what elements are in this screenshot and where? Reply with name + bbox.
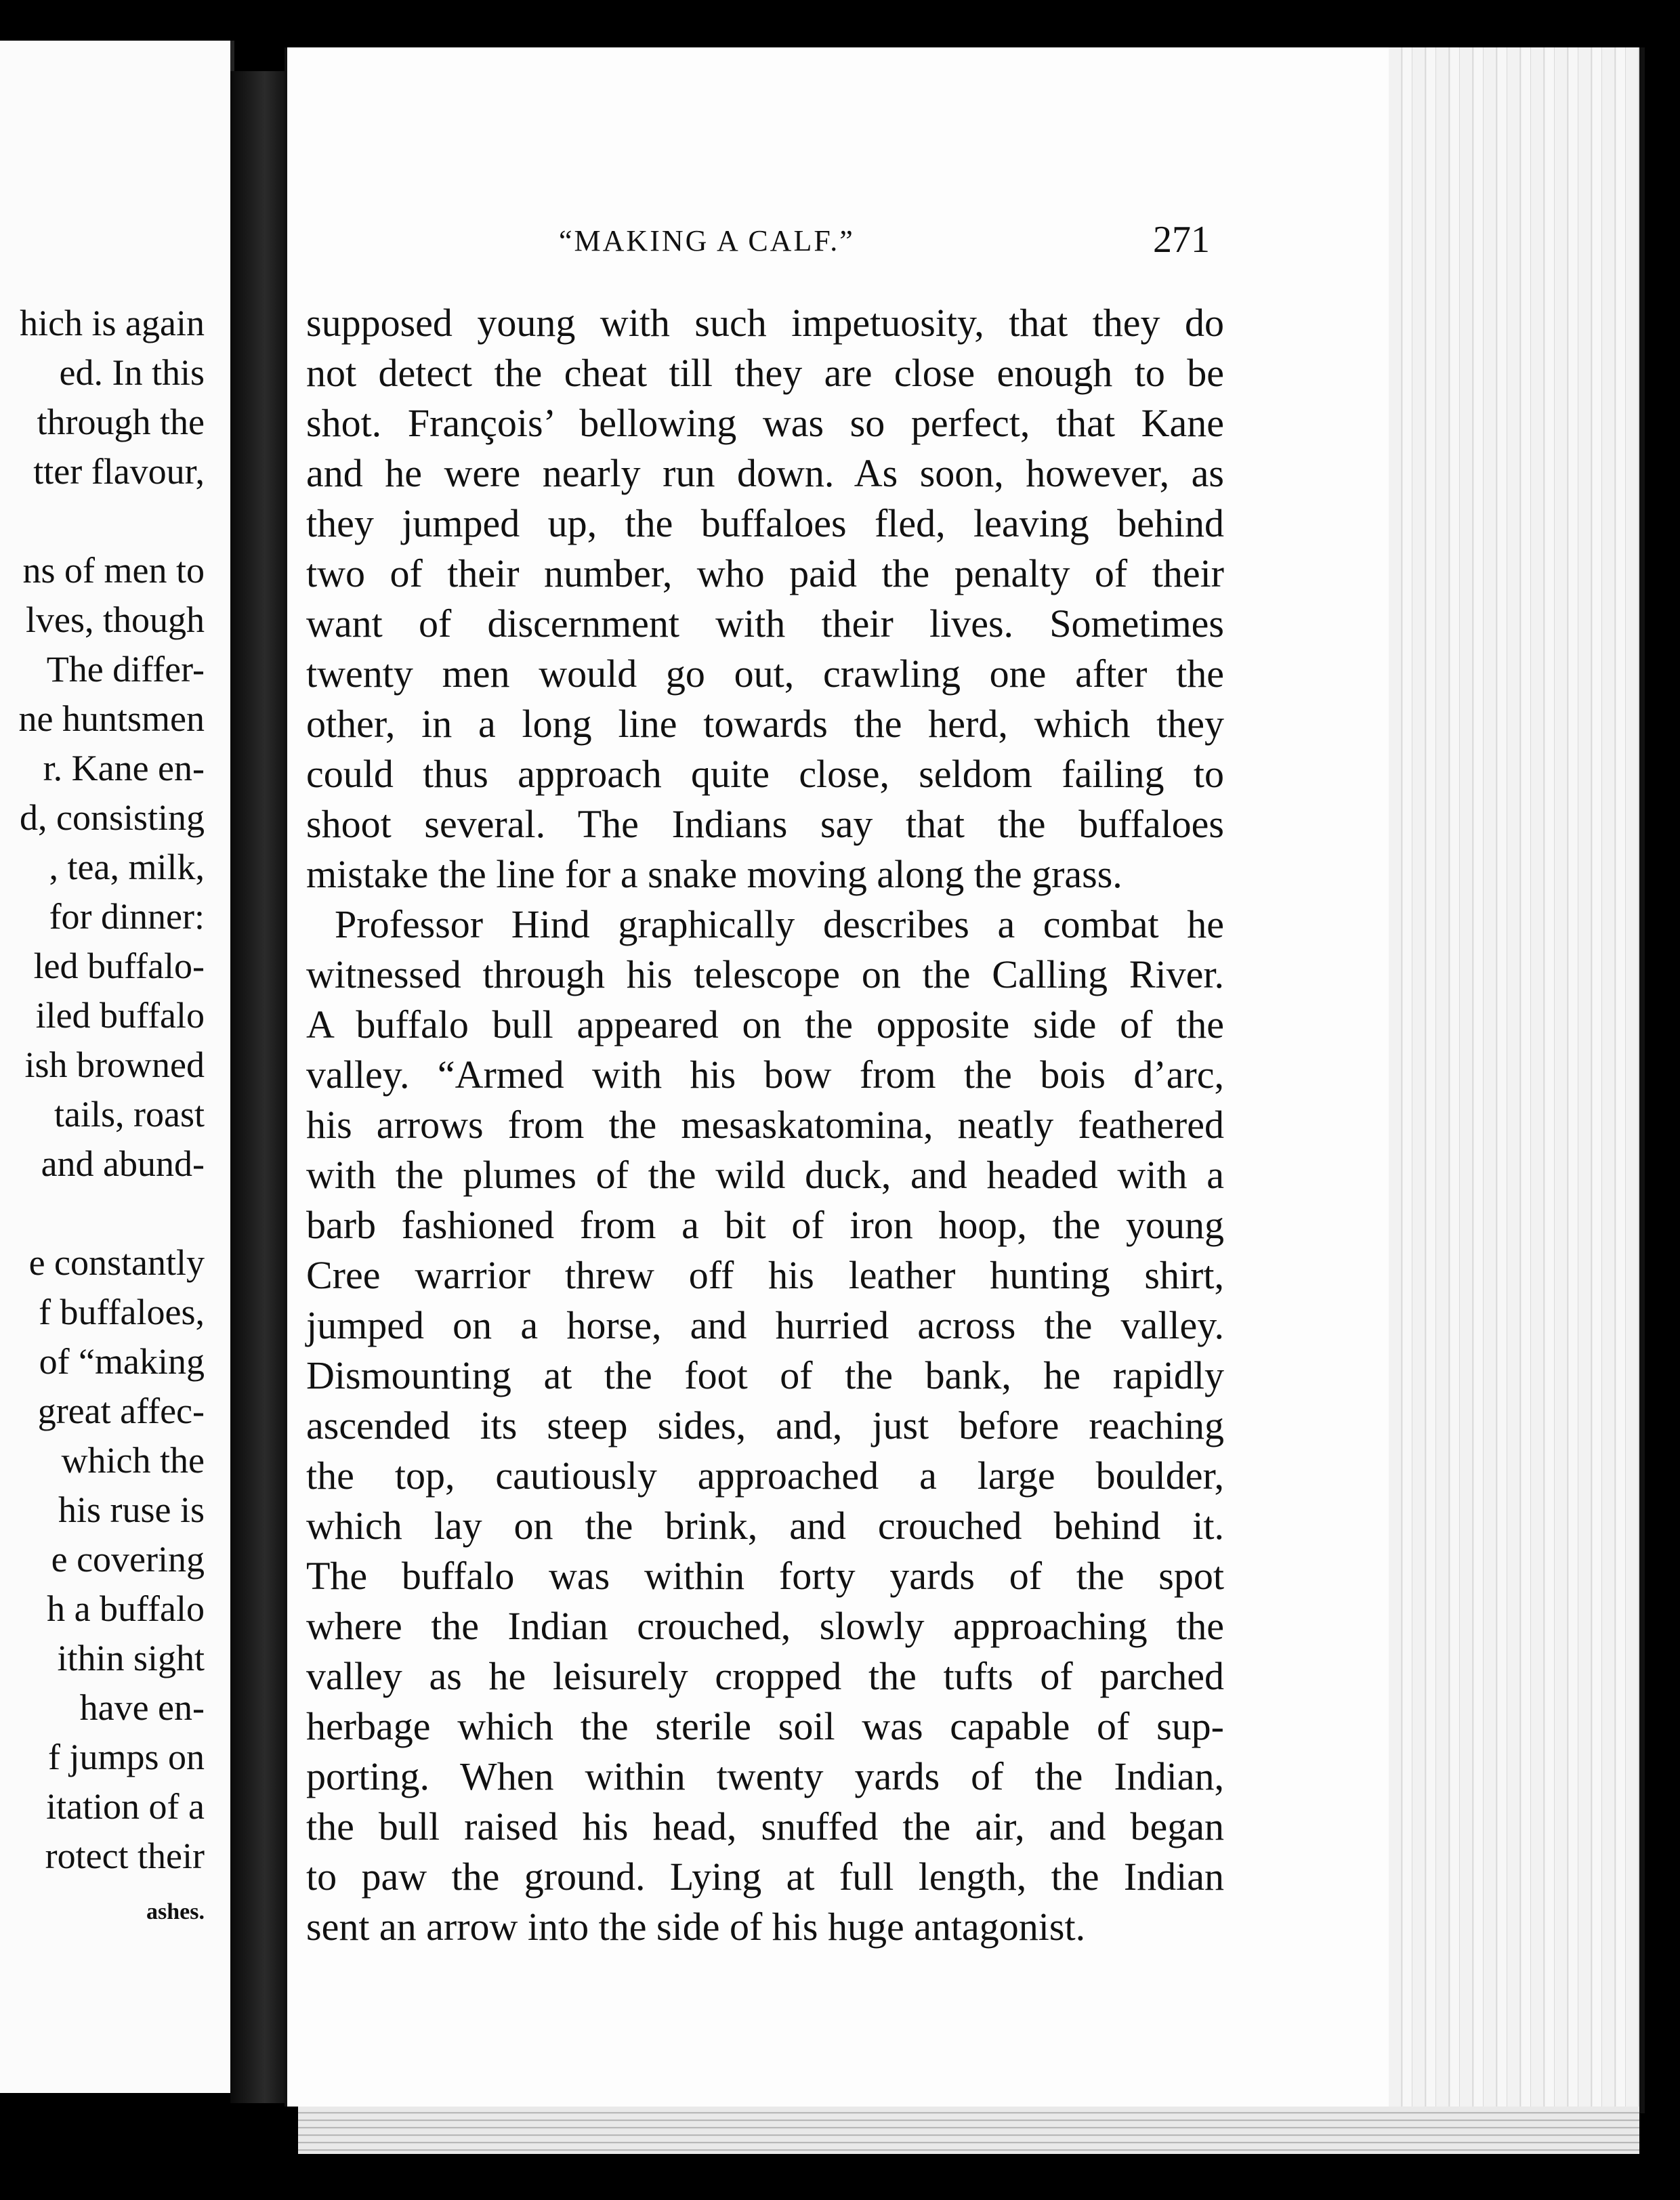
left-text-line: tter flavour, — [33, 451, 205, 492]
left-text-line: ed. In this — [59, 352, 205, 393]
left-text-line: The differ- — [46, 649, 205, 690]
text-line: valley. “Armed with his bow from the bois d’arc, — [306, 1053, 1224, 1097]
text-line: The buffalo was within forty yards of the spot — [306, 1554, 1224, 1598]
book-gutter — [230, 71, 288, 2103]
left-text-line: h a buffalo — [47, 1588, 205, 1629]
body-text — [306, 298, 1224, 1952]
left-text-line: ne huntsmen — [18, 698, 205, 739]
left-text-line: tails, roast — [54, 1094, 205, 1135]
left-text-line: great affec- — [37, 1391, 205, 1431]
left-footnote: ashes. — [146, 1899, 205, 1924]
text-line: which lay on the brink, and crouched behind it. — [306, 1504, 1224, 1548]
left-text-line: have en- — [79, 1687, 205, 1728]
left-text-line: r. Kane en- — [43, 748, 205, 788]
text-line: two of their number, who paid the penalty of their — [306, 551, 1224, 595]
left-text-line: d, consisting — [19, 797, 205, 838]
text-line: twenty men would go out, crawling one after the — [306, 652, 1224, 696]
text-line: other, in a long line towards the herd, which they — [306, 702, 1224, 746]
left-text-line: f buffaloes, — [39, 1292, 205, 1332]
text-line: the bull raised his head, snuffed the air, and began — [306, 1804, 1224, 1848]
left-text-line: ithin sight — [57, 1638, 205, 1678]
text-line: could thus approach quite close, seldom failing to — [306, 752, 1224, 796]
left-text-line: and abund- — [41, 1143, 205, 1184]
text-line: valley as he leisurely cropped the tufts of parched — [306, 1654, 1224, 1698]
page-edges — [1389, 47, 1645, 2113]
left-text-line: of “making — [39, 1341, 205, 1382]
left-text-line: , tea, milk, — [49, 847, 205, 887]
left-text-line: lves, though — [26, 599, 205, 640]
text-line: Dismounting at the foot of the bank, he rapidly — [306, 1353, 1224, 1397]
left-page — [0, 41, 234, 2093]
left-text-line: iled buffalo — [35, 995, 205, 1036]
text-line: where the Indian crouched, slowly approaching the — [306, 1604, 1224, 1648]
text-line: porting. When within twenty yards of the Indian, — [306, 1754, 1224, 1798]
left-text-line: rotect their — [45, 1836, 205, 1876]
left-text-line: which the — [61, 1440, 205, 1481]
text-line: Professor Hind graphically describes a combat he — [335, 902, 1224, 946]
text-line: and he were nearly run down. As soon, however, as — [306, 451, 1224, 495]
left-text-line: his ruse is — [58, 1489, 205, 1530]
text-line: sent an arrow into the side of his huge antagonist. — [306, 1905, 1086, 1949]
page-number: 271 — [1153, 219, 1210, 261]
left-text-line: led buffalo- — [33, 946, 205, 986]
left-text-line: e constantly — [28, 1242, 205, 1283]
text-line: ascended its steep sides, and, just before reaching — [306, 1403, 1224, 1447]
text-line: want of discernment with their lives. Sometimes — [306, 601, 1224, 646]
text-line: shoot several. The Indians say that the buffaloes — [306, 802, 1224, 846]
text-line: shot. François’ bellowing was so perfect, that Kane — [306, 401, 1224, 445]
left-text-line: ns of men to — [22, 550, 205, 591]
page-edges-bottom — [298, 2107, 1639, 2154]
left-text-line: itation of a — [46, 1786, 205, 1827]
left-text-line: e covering — [51, 1539, 205, 1580]
text-line: supposed young with such impetuosity, that they do — [306, 301, 1224, 345]
text-line: to paw the ground. Lying at full length, the Indian — [306, 1855, 1224, 1899]
left-text-line: for dinner: — [49, 896, 205, 937]
left-text-line: ish browned — [24, 1044, 205, 1085]
running-head: “MAKING A CALF.” — [559, 224, 855, 257]
text-line: witnessed through his telescope on the Calling River. — [306, 952, 1224, 996]
text-line: with the plumes of the wild duck, and headed with a — [306, 1153, 1224, 1197]
text-line: mistake the line for a snake moving along the grass. — [306, 852, 1122, 896]
left-text-line: f jumps on — [47, 1737, 205, 1777]
text-line: not detect the cheat till they are close enough to be — [306, 351, 1224, 395]
text-line: Cree warrior threw off his leather hunting shirt, — [306, 1253, 1224, 1297]
left-text-line: through the — [37, 402, 205, 442]
text-line: his arrows from the mesaskatomina, neatly feathered — [306, 1103, 1224, 1147]
text-line: herbage which the sterile soil was capable of sup- — [306, 1704, 1224, 1748]
text-line: barb fashioned from a bit of iron hoop, the young — [306, 1203, 1224, 1247]
left-text-line: hich is again — [20, 303, 205, 343]
text-line: they jumped up, the buffaloes fled, leaving behind — [306, 501, 1224, 545]
text-line: the top, cautiously approached a large boulder, — [306, 1454, 1224, 1498]
text-line: A buffalo bull appeared on the opposite side of the — [306, 1002, 1224, 1046]
text-line: jumped on a horse, and hurried across the valley. — [306, 1303, 1224, 1347]
